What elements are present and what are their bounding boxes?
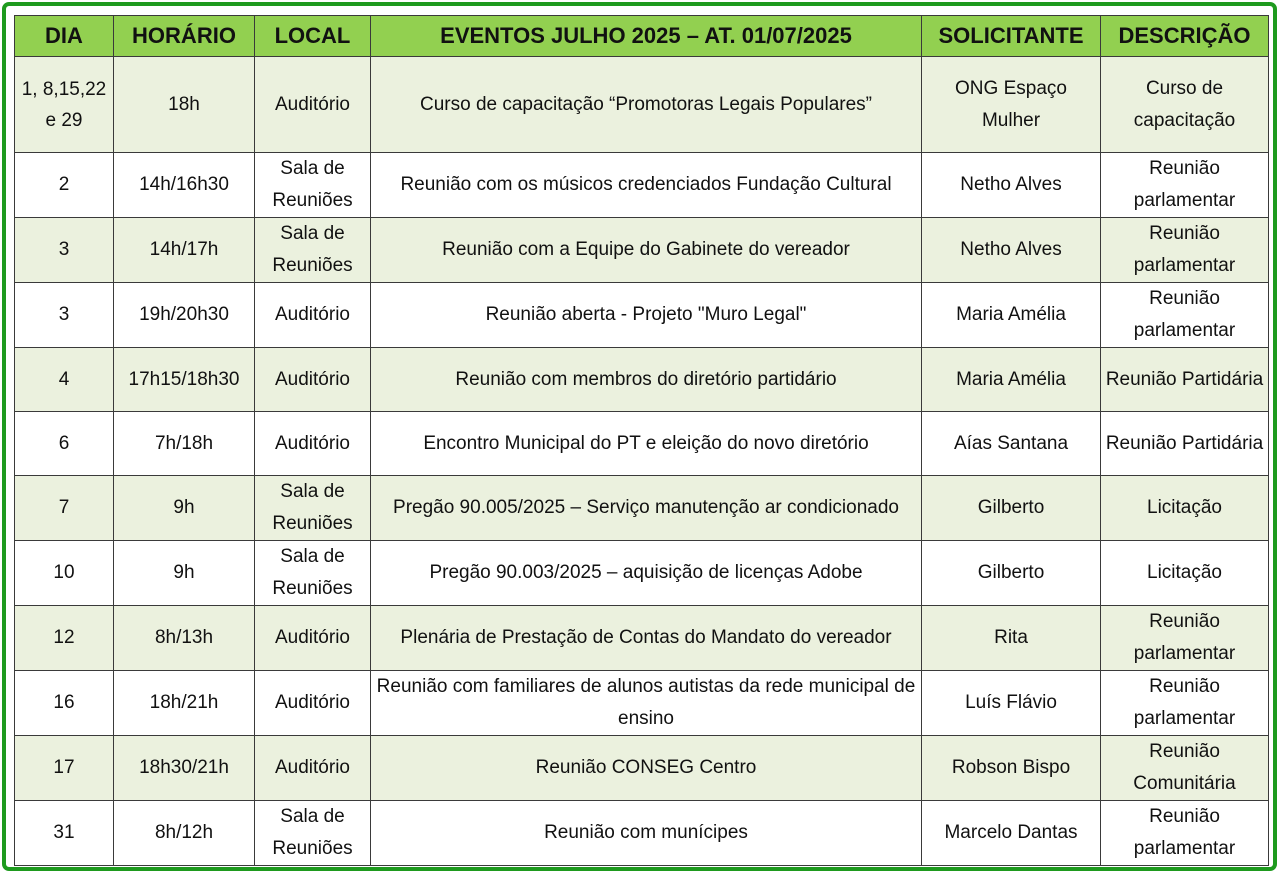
cell-dia: 4	[15, 348, 114, 412]
cell-descricao: Reunião parlamentar	[1101, 283, 1269, 348]
header-horario: HORÁRIO	[114, 16, 255, 57]
header-eventos: EVENTOS JULHO 2025 – AT. 01/07/2025	[371, 16, 922, 57]
cell-descricao: Licitação	[1101, 476, 1269, 541]
cell-horario: 9h	[114, 541, 255, 606]
header-local: LOCAL	[255, 16, 371, 57]
table-row	[15, 801, 1269, 866]
header-dia: DIA	[15, 16, 114, 57]
cell-dia: 3	[15, 218, 114, 283]
cell-solicitante: Maria Amélia	[922, 283, 1101, 348]
cell-horario: 19h/20h30	[114, 283, 255, 348]
cell-evento: Reunião com os músicos credenciados Fundação Cultural	[371, 153, 922, 218]
cell-evento: Plenária de Prestação de Contas do Mandato do vereador	[371, 606, 922, 671]
cell-evento: Reunião CONSEG Centro	[371, 736, 922, 801]
cell-evento: Reunião com a Equipe do Gabinete do vereador	[371, 218, 922, 283]
cell-local: Sala de Reuniões	[255, 541, 371, 606]
cell-evento: Curso de capacitação “Promotoras Legais Populares”	[371, 57, 922, 153]
cell-local: Sala de Reuniões	[255, 476, 371, 541]
cell-descricao: Curso de capacitação	[1101, 57, 1269, 153]
cell-local: Auditório	[255, 57, 371, 153]
cell-horario: 8h/12h	[114, 801, 255, 866]
cell-local: Auditório	[255, 412, 371, 476]
cell-solicitante: Maria Amélia	[922, 348, 1101, 412]
cell-solicitante: Rita	[922, 606, 1101, 671]
cell-descricao: Reunião parlamentar	[1101, 153, 1269, 218]
cell-dia: 6	[15, 412, 114, 476]
cell-horario: 18h/21h	[114, 671, 255, 736]
table-row	[15, 348, 1269, 412]
cell-dia: 12	[15, 606, 114, 671]
cell-evento: Reunião aberta - Projeto "Muro Legal"	[371, 283, 922, 348]
cell-local: Sala de Reuniões	[255, 153, 371, 218]
cell-horario: 18h	[114, 57, 255, 153]
cell-dia: 3	[15, 283, 114, 348]
cell-descricao: Reunião Comunitária	[1101, 736, 1269, 801]
cell-dia: 7	[15, 476, 114, 541]
table-row	[15, 671, 1269, 736]
cell-horario: 14h/17h	[114, 218, 255, 283]
cell-horario: 9h	[114, 476, 255, 541]
table-row	[15, 57, 1269, 153]
cell-dia: 1, 8,15,22 e 29	[15, 57, 114, 153]
events-table	[14, 15, 1269, 866]
table-row	[15, 283, 1269, 348]
cell-evento: Reunião com munícipes	[371, 801, 922, 866]
header-row	[15, 16, 1269, 57]
cell-horario: 17h15/18h30	[114, 348, 255, 412]
cell-local: Auditório	[255, 348, 371, 412]
header-descricao: DESCRIÇÃO	[1101, 16, 1269, 57]
header-solicitante: SOLICITANTE	[922, 16, 1101, 57]
cell-descricao: Reunião Partidária	[1101, 412, 1269, 476]
cell-local: Auditório	[255, 671, 371, 736]
cell-horario: 14h/16h30	[114, 153, 255, 218]
cell-dia: 10	[15, 541, 114, 606]
cell-descricao: Reunião parlamentar	[1101, 606, 1269, 671]
cell-solicitante: Netho Alves	[922, 218, 1101, 283]
cell-evento: Pregão 90.003/2025 – aquisição de licenças Adobe	[371, 541, 922, 606]
cell-solicitante: Marcelo Dantas	[922, 801, 1101, 866]
cell-solicitante: Robson Bispo	[922, 736, 1101, 801]
cell-dia: 2	[15, 153, 114, 218]
table-row	[15, 476, 1269, 541]
cell-local: Auditório	[255, 736, 371, 801]
table-row	[15, 541, 1269, 606]
cell-evento: Reunião com familiares de alunos autistas da rede municipal de ensino	[371, 671, 922, 736]
cell-horario: 18h30/21h	[114, 736, 255, 801]
cell-evento: Encontro Municipal do PT e eleição do novo diretório	[371, 412, 922, 476]
cell-local: Sala de Reuniões	[255, 218, 371, 283]
table-row	[15, 412, 1269, 476]
cell-horario: 8h/13h	[114, 606, 255, 671]
cell-solicitante: ONG Espaço Mulher	[922, 57, 1101, 153]
cell-solicitante: Gilberto	[922, 476, 1101, 541]
cell-solicitante: Aías Santana	[922, 412, 1101, 476]
cell-horario: 7h/18h	[114, 412, 255, 476]
cell-local: Auditório	[255, 606, 371, 671]
cell-descricao: Reunião parlamentar	[1101, 671, 1269, 736]
cell-solicitante: Luís Flávio	[922, 671, 1101, 736]
cell-evento: Reunião com membros do diretório partidário	[371, 348, 922, 412]
cell-local: Sala de Reuniões	[255, 801, 371, 866]
cell-local: Auditório	[255, 283, 371, 348]
cell-descricao: Reunião Partidária	[1101, 348, 1269, 412]
table-row	[15, 153, 1269, 218]
cell-dia: 17	[15, 736, 114, 801]
table-row	[15, 736, 1269, 801]
cell-descricao: Licitação	[1101, 541, 1269, 606]
cell-descricao: Reunião parlamentar	[1101, 218, 1269, 283]
cell-dia: 31	[15, 801, 114, 866]
cell-evento: Pregão 90.005/2025 – Serviço manutenção ar condicionado	[371, 476, 922, 541]
cell-solicitante: Netho Alves	[922, 153, 1101, 218]
table-row	[15, 606, 1269, 671]
cell-dia: 16	[15, 671, 114, 736]
cell-solicitante: Gilberto	[922, 541, 1101, 606]
table-row	[15, 218, 1269, 283]
cell-descricao: Reunião parlamentar	[1101, 801, 1269, 866]
